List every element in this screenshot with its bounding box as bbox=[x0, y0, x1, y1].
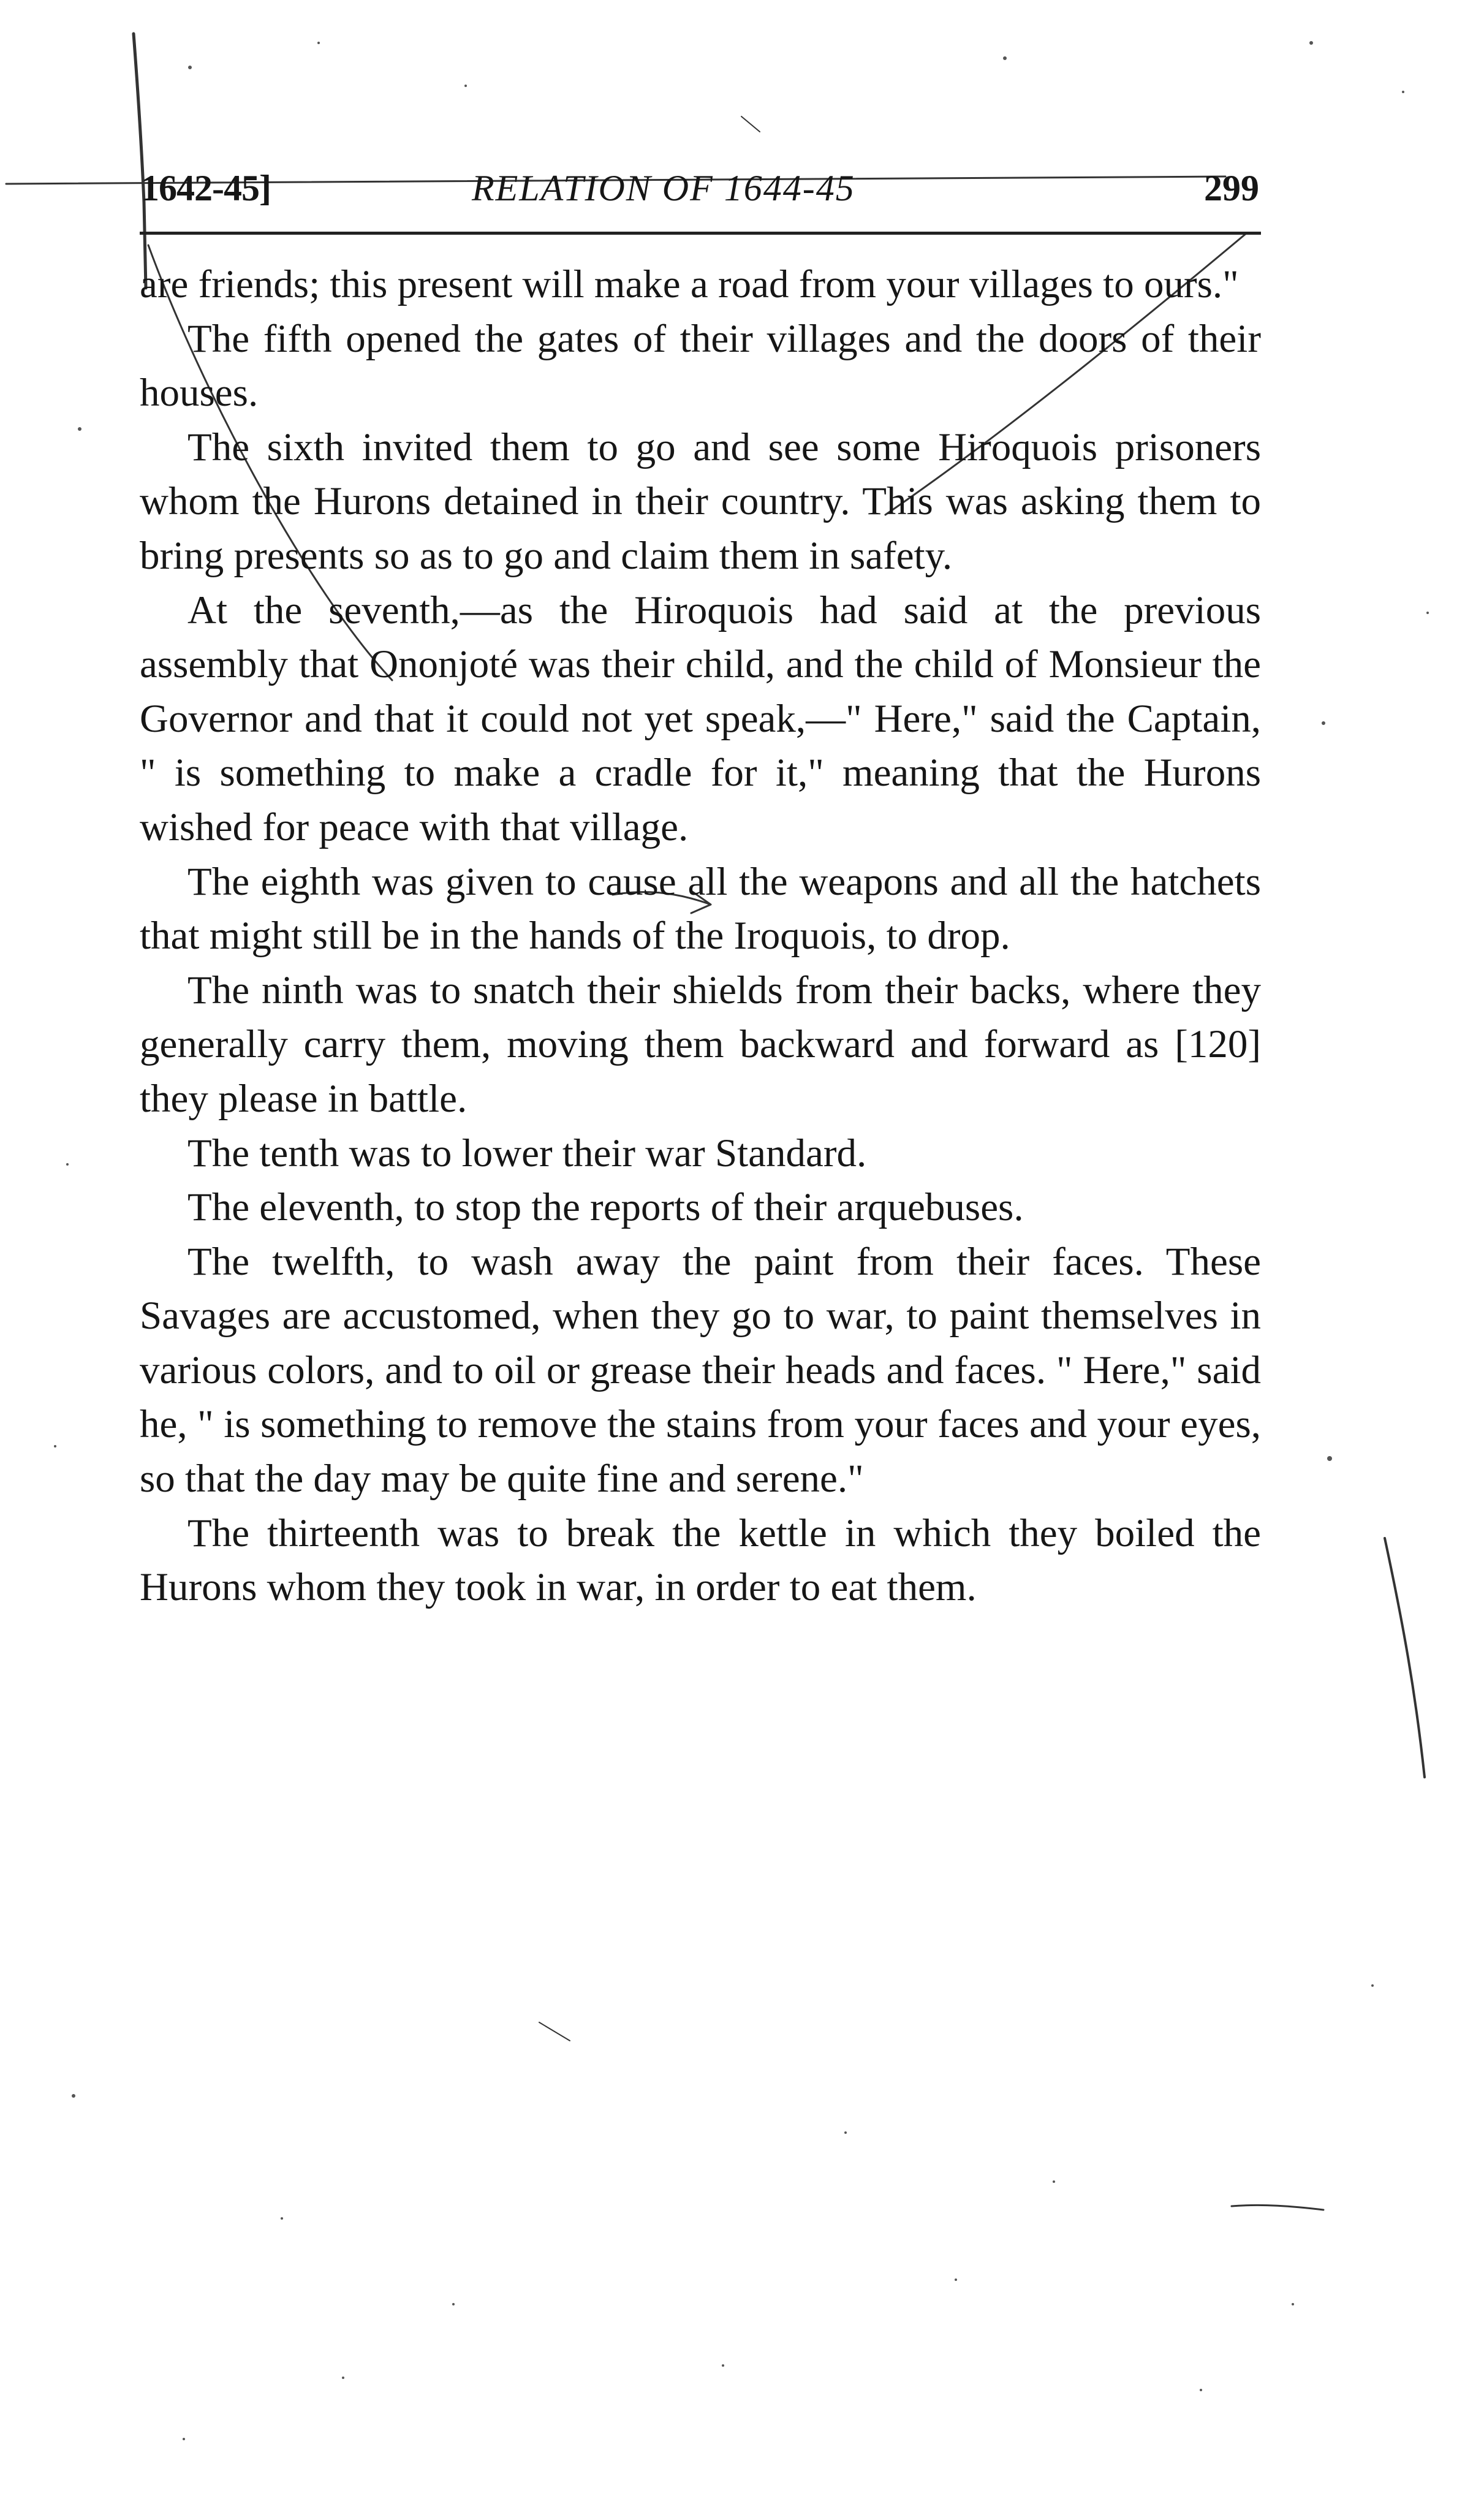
margin-stroke-mid bbox=[539, 2022, 570, 2041]
paragraph: The ninth was to snatch their shields from their backs, where they generally carry them, moving them backward and forward as [120] they please in battle. bbox=[140, 968, 1261, 1121]
header-rule bbox=[140, 232, 1261, 235]
header-title: RELATION OF 1644-45 bbox=[472, 168, 855, 208]
margin-mark-bottom bbox=[1232, 2205, 1323, 2210]
paragraph: The sixth invited them to go and see some Hiroquois prisoners whom the Hurons detained in their country. This was asking them to bring presents so as to go and claim them in safety. bbox=[140, 425, 1261, 578]
header-date-range: 1642-45] bbox=[141, 168, 271, 208]
paragraph: The eleventh, to stop the reports of their arquebuses. bbox=[187, 1185, 1024, 1230]
paragraph: The eighth was given to cause all the weapons and all the hatchets that might still be in the hands of the Iroquois, to drop. bbox=[140, 859, 1261, 958]
paragraph: At the seventh,—as the Hiroquois had said at the previous assembly that Ononjoté was their child, and the child of Monsieur the Governor and that it could not yet speak,—" Here," said the Captain, " is something to make a cradle for it," meaning that the Hurons wished for peace with that village. bbox=[140, 588, 1261, 849]
body-text bbox=[140, 257, 1261, 1615]
paragraph: The tenth was to lower their war Standard. bbox=[187, 1131, 867, 1175]
paragraph: The fifth opened the gates of their villages and the doors of their houses. bbox=[140, 316, 1261, 415]
margin-line-right bbox=[1385, 1538, 1425, 1777]
margin-stroke-top bbox=[741, 116, 760, 132]
paragraph: are friends; this present will make a road from your villages to ours." bbox=[140, 262, 1239, 306]
running-head bbox=[141, 161, 1259, 216]
paragraph: The thirteenth was to break the kettle in which they boiled the Hurons whom they took in war, in order to eat them. bbox=[140, 1511, 1261, 1610]
page-number: 299 bbox=[1204, 168, 1259, 208]
paragraph: The twelfth, to wash away the paint from their faces. These Savages are accustomed, when they go to war, to paint themselves in various colors, and to oil or grease their heads and faces. " Here," said he, " is something to remove the stains from your faces and your eyes, so that the day may be quite fine and serene." bbox=[140, 1239, 1261, 1501]
